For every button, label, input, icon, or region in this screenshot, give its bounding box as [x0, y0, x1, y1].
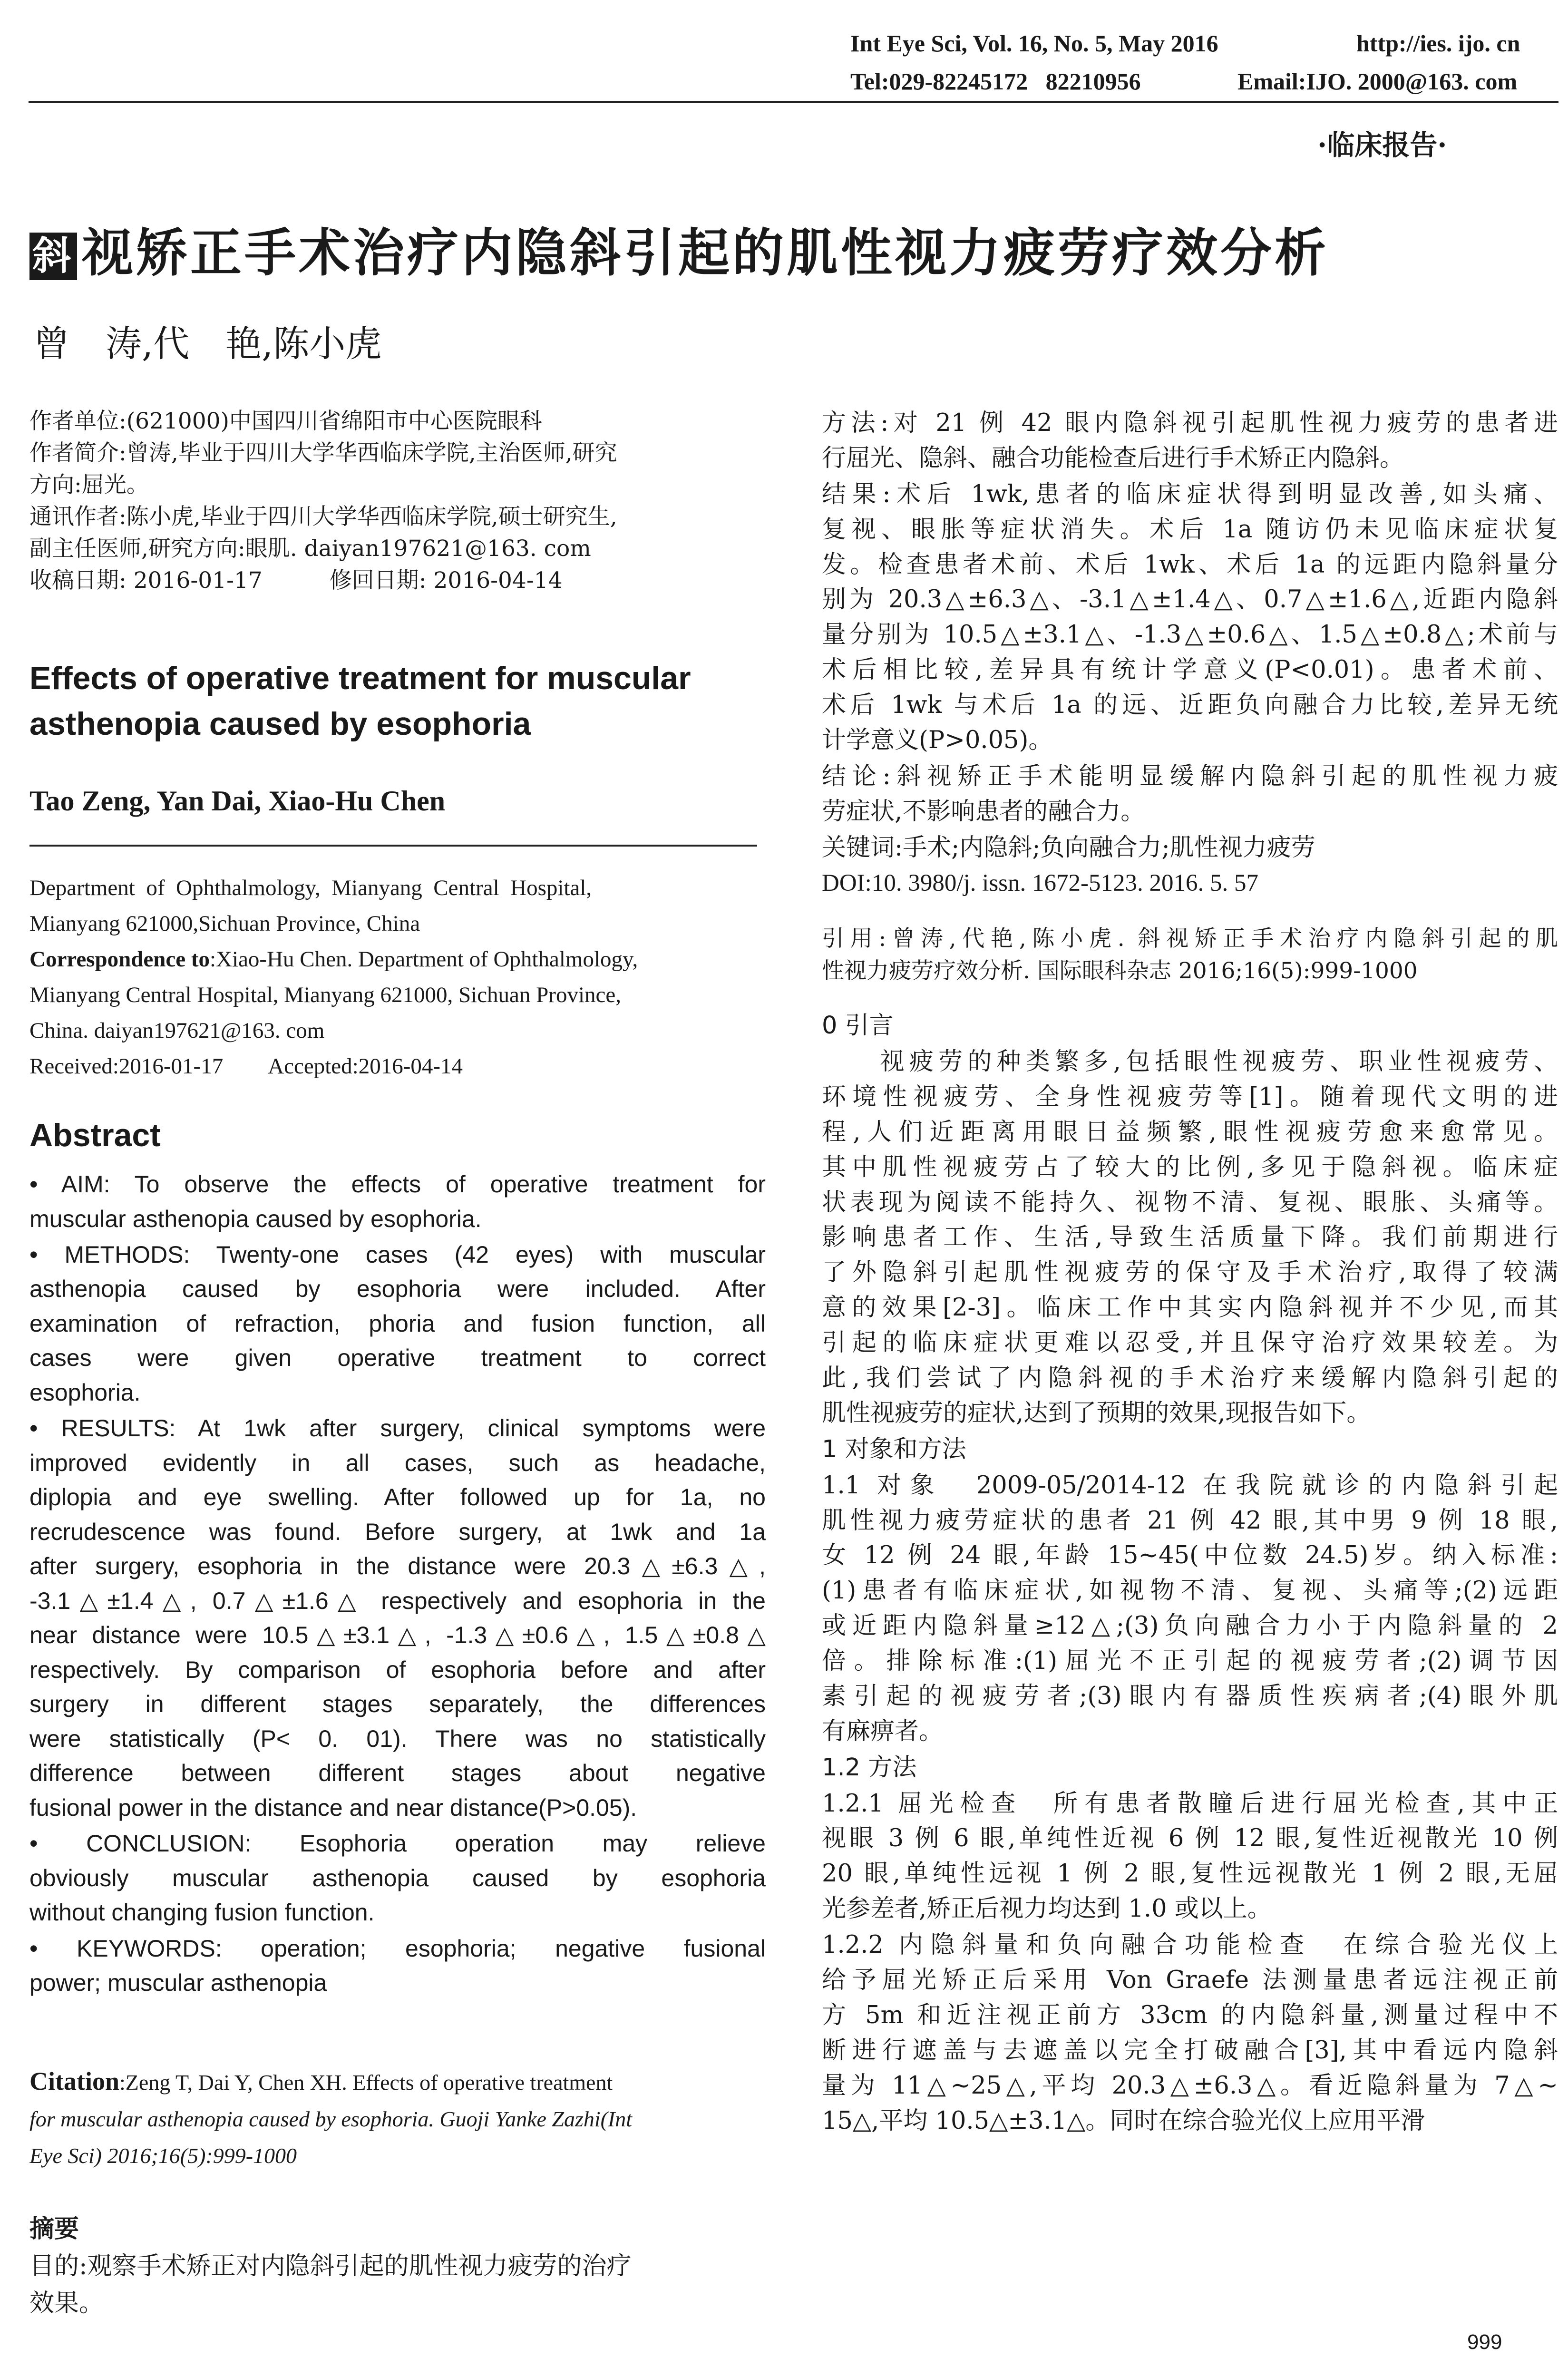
section-1-2-2-line: 量为 11△~25△,平均 20.3△±6.3△。看近隐斜量为 7△~ [822, 2071, 1558, 2100]
section-1-heading: 1 对象和方法 [822, 1435, 966, 1463]
abstract-line: surgery in different stages separately, the differences [29, 1691, 766, 1718]
abstract-line: -3.1△±1.4△, 0.7△±1.6△ respectively and esophoria in the [29, 1587, 766, 1614]
results-line: 别为 20.3△±6.3△、-3.1△±1.4△、0.7△±1.6△,近距内隐斜 [822, 585, 1558, 614]
section-1-2-2-line: 1.2.2 内隐斜量和负向融合功能检查 在综合验光仪上 [822, 1931, 1558, 1959]
english-authors: Tao Zeng, Yan Dai, Xiao-Hu Chen [29, 785, 446, 817]
introduction [822, 1044, 1558, 1432]
section-1-1-line: 1.1 对象 2009-05/2014-12 在我院就诊的内隐斜引起 [822, 1471, 1558, 1500]
cn-abstract-heading: 摘要 [29, 2214, 79, 2243]
abstract-line: difference between different stages about negative [29, 1760, 766, 1787]
intro-line: 此,我们尝试了内隐斜视的手术治疗来缓解内隐斜引起的 [822, 1364, 1558, 1393]
section-1-2-1-line: 20 眼,单纯性远视 1 例 2 眼,复性远视散光 1 例 2 眼,无屈 [822, 1860, 1558, 1888]
corresponding-author: 通讯作者:陈小虎,毕业于四川大学华西临床学院,硕士研究生, [29, 504, 617, 530]
abstract-line: respectively. By comparison of esophoria before and after [29, 1656, 766, 1683]
citation: Citation:Zeng T, Dai Y, Chen XH. Effects of operative treatment for muscular asthenopia caused by esophoria. Guoji Yanke Zazhi(Int Eye Sci) 2016;16(5):999-1000 [29, 2067, 633, 2168]
section-1-2-2-line: 断进行遮盖与去遮盖以完全打破融合[3],其中看远内隐斜 [822, 2036, 1558, 2065]
journal-email: Email:IJO. 2000@163. com [1237, 68, 1518, 95]
intro-heading: 0 引言 [822, 1012, 894, 1040]
author-intro-2: 方向:屈光。 [29, 472, 149, 498]
results-line: 结果:术后 1wk,患者的临床症状得到明显改善,如头痛、 [822, 480, 1558, 508]
intro-line: 程,人们近距离用眼日益频繁,眼性视疲劳愈来愈常见。 [822, 1118, 1558, 1146]
title-initial-icon: 斜 [29, 233, 77, 280]
results-line: 发。检查患者术前、术后 1wk、术后 1a 的远距内隐斜量分 [822, 550, 1558, 579]
intro-line: 视疲劳的种类繁多,包括眼性视疲劳、职业性视疲劳、 [822, 1047, 1558, 1076]
abstract-line: without changing fusion function. [29, 1899, 375, 1926]
abstract-line: • KEYWORDS: operation; esophoria; negative fusional [29, 1935, 766, 1962]
left-info [29, 405, 762, 596]
abstract-body [29, 1167, 766, 2001]
page-number: 999 [1467, 2330, 1502, 2354]
results-line: 量分别为 10.5△±3.1△、-1.3△±0.6△、1.5△±0.8△;术前与 [822, 621, 1558, 649]
right-column [822, 405, 1558, 2139]
journal-tel: Tel:029-82245172 82210956 [850, 68, 1141, 95]
abstract-line: near distance were 10.5△±3.1△, -1.3△±0.6△, 1.5△±0.8△ [29, 1622, 766, 1649]
section-1-1-line: 或近距内隐斜量≥12△;(3)负向融合力小于内隐斜量的 2 [822, 1612, 1558, 1640]
section-1-2-2 [822, 1927, 1558, 2139]
english-affiliation: Department of Ophthalmology, Mianyang Central Hospital, Mianyang 621000,Sichuan Province, China Correspondence to:Xiao-Hu Chen. Department of Ophthalmology, Mianyang Central Hospital, Mianyang 621000, Sichuan Province, China. daiyan197621@163. com Received:2016-01-17 Accepted:2016-04-14 [29, 876, 638, 1079]
intro-line: 肌性视疲劳的症状,达到了预期的效果,现报告如下。 [822, 1399, 1371, 1428]
abstract-line: esophoria. [29, 1379, 141, 1406]
methods-line: 方法:对 21 例 42 眼内隐斜视引起肌性视力疲劳的患者进 [822, 409, 1558, 437]
keywords-cn: 关键词:手术;内隐斜;负向融合力;肌性视力疲劳 [822, 833, 1315, 862]
section-1-2-2-line: 方 5m 和近注视正前方 33cm 的内隐斜量,测量过程中不 [822, 2001, 1558, 2029]
methods-cn [822, 405, 1558, 477]
section-1-2-heading: 1.2 方法 [822, 1753, 917, 1782]
abstract-line: recrudescence was found. Before surgery, at 1wk and 1a [29, 1518, 766, 1545]
section-1-1-line: 倍。排除标准:(1)屈光不正引起的视疲劳者;(2)调节因 [822, 1647, 1558, 1676]
title-text: 视矫正手术治疗内隐斜引起的肌性视力疲劳疗效分析 [82, 224, 1329, 283]
intro-line: 了外隐斜引起肌性视疲劳的保守及手术治疗,取得了较满 [822, 1258, 1558, 1287]
abstract-line: asthenopia caused by esophoria were included. After [29, 1276, 766, 1303]
conclusion-cn [822, 759, 1558, 830]
section-1-2-1-line: 视眼 3 例 6 眼,单纯性近视 6 例 12 眼,复性近视散光 10 例 [822, 1824, 1558, 1853]
section-1-1-line: 女 12 例 24 眼,年龄 15~45(中位数 24.5)岁。纳入标准: [822, 1541, 1558, 1570]
received-dates-cn: 收稿日期: 2016-01-17 修回日期: 2016-04-14 [29, 567, 563, 594]
intro-line: 其中肌性视疲劳占了较大的比例,多见于隐斜视。临床症 [822, 1153, 1558, 1181]
section-1-1 [822, 1468, 1558, 1750]
citation-cn [822, 921, 1558, 989]
section-tag: ·临床报告· [1317, 129, 1447, 161]
abstract-line: improved evidently in all cases, such as headache, [29, 1449, 766, 1476]
abstract-line: were statistically (P< 0. 01). There was no statistically [29, 1725, 766, 1752]
abstract-line: • AIM: To observe the effects of operative treatment for [29, 1171, 766, 1198]
section-1-1-line: 有麻痹者。 [822, 1717, 944, 1746]
results-line: 术后相比较,差异具有统计学意义(P<0.01)。患者术前、 [822, 656, 1558, 684]
authors-rule [29, 845, 757, 847]
section-1-1-line: 肌性视力疲劳症状的患者 21 例 42 眼,其中男 9 例 18 眼, [822, 1506, 1558, 1535]
abstract-heading: Abstract [29, 1117, 161, 1153]
intro-line: 意的效果[2-3]。临床工作中其实内隐斜视并不少见,而其 [822, 1294, 1558, 1322]
intro-line: 环境性视疲劳、全身性视疲劳等[1]。随着现代文明的进 [822, 1082, 1558, 1111]
conclusion-line: 结论:斜视矫正手术能明显缓解内隐斜引起的肌性视力疲 [822, 762, 1558, 790]
abstract-line: after surgery, esophoria in the distance were 20.3△±6.3△, [29, 1553, 766, 1580]
citation-cn-line: 性视力疲劳疗效分析. 国际眼科杂志 2016;16(5):999-1000 [822, 958, 1418, 984]
results-line: 复视、眼胀等症状消失。术后 1a 随访仍未见临床症状复 [822, 515, 1558, 544]
abstract-line: • RESULTS: At 1wk after surgery, clinical symptoms were [29, 1415, 766, 1442]
results-line: 计学意义(P>0.05)。 [822, 726, 1053, 755]
section-1-2-1 [822, 1786, 1558, 1928]
abstract-line: muscular asthenopia caused by esophoria. [29, 1205, 482, 1232]
abstract-line: • CONCLUSION: Esophoria operation may relieve [29, 1830, 766, 1857]
abstract-line: examination of refraction, phoria and fusion function, all [29, 1310, 766, 1337]
journal-info: Int Eye Sci, Vol. 16, No. 5, May 2016 [850, 30, 1218, 57]
english-title: Effects of operative treatment for muscular asthenopia caused by esophoria [29, 660, 691, 742]
doi: DOI:10. 3980/j. issn. 1672-5123. 2016. 5. 57 [822, 870, 1258, 897]
corresponding-author-2: 副主任医师,研究方向:眼肌. daiyan197621@163. com [29, 536, 591, 562]
conclusion-line: 劳症状,不影响患者的融合力。 [822, 797, 1145, 826]
abstract-line: power; muscular asthenopia [29, 1969, 327, 1997]
author-intro: 作者简介:曾涛,毕业于四川大学华西临床学院,主治医师,研究 [29, 440, 617, 466]
results-line: 术后 1wk 与术后 1a 的远、近距负向融合力比较,差异无统 [822, 691, 1558, 720]
methods-line: 行屈光、隐斜、融合功能检查后进行手术矫正内隐斜。 [822, 444, 1404, 472]
affiliation-cn: 作者单位:(621000)中国四川省绵阳市中心医院眼科 [29, 408, 542, 434]
authors-cn: 曾 涛,代 艳,陈小虎 [33, 322, 382, 365]
results-cn [822, 477, 1558, 759]
section-1-2-1-line: 光参差者,矫正后视力均达到 1.0 或以上。 [822, 1895, 1272, 1923]
abstract-line: cases were given operative treatment to correct [29, 1344, 766, 1372]
citation-cn-line: 引用:曾涛,代艳,陈小虎. 斜视矫正手术治疗内隐斜引起的肌 [822, 925, 1558, 952]
article-title [29, 212, 1329, 285]
abstract-line: diplopia and eye swelling. After followed up for 1a, no [29, 1484, 766, 1511]
abstract-line: fusional power in the distance and near distance(P>0.05). [29, 1794, 637, 1821]
section-1-1-line: 素引起的视疲劳者;(3)眼内有器质性疾病者;(4)眼外肌 [822, 1682, 1558, 1711]
intro-line: 影响患者工作、生活,导致生活质量下降。我们前期进行 [822, 1223, 1558, 1252]
intro-line: 状表现为阅读不能持久、视物不清、复视、眼胀、头痛等。 [822, 1188, 1558, 1217]
intro-line: 引起的临床症状更难以忍受,并且保守治疗效果较差。为 [822, 1329, 1558, 1357]
section-1-2-2-line: 15△,平均 10.5△±3.1△。同时在综合验光仪上应用平滑 [822, 2106, 1425, 2135]
header-rule [29, 101, 1558, 103]
abstract-line: • METHODS: Twenty-one cases (42 eyes) with muscular [29, 1241, 766, 1268]
section-1-2-2-line: 给予屈光矫正后采用 Von Graefe 法测量患者远注视正前 [822, 1966, 1558, 1994]
section-1-2-1-line: 1.2.1 屈光检查 所有患者散瞳后进行屈光检查,其中正 [822, 1789, 1558, 1818]
journal-url: http://ies. ijo. cn [1356, 30, 1520, 57]
cn-abstract: 摘要 目的:观察手术矫正对内隐斜引起的肌性视力疲劳的治疗 效果。 [29, 2211, 771, 2322]
section-1-1-line: (1)患者有临床症状,如视物不清、复视、头痛等;(2)远距 [822, 1577, 1558, 1605]
abstract-line: obviously muscular asthenopia caused by esophoria [29, 1864, 766, 1891]
